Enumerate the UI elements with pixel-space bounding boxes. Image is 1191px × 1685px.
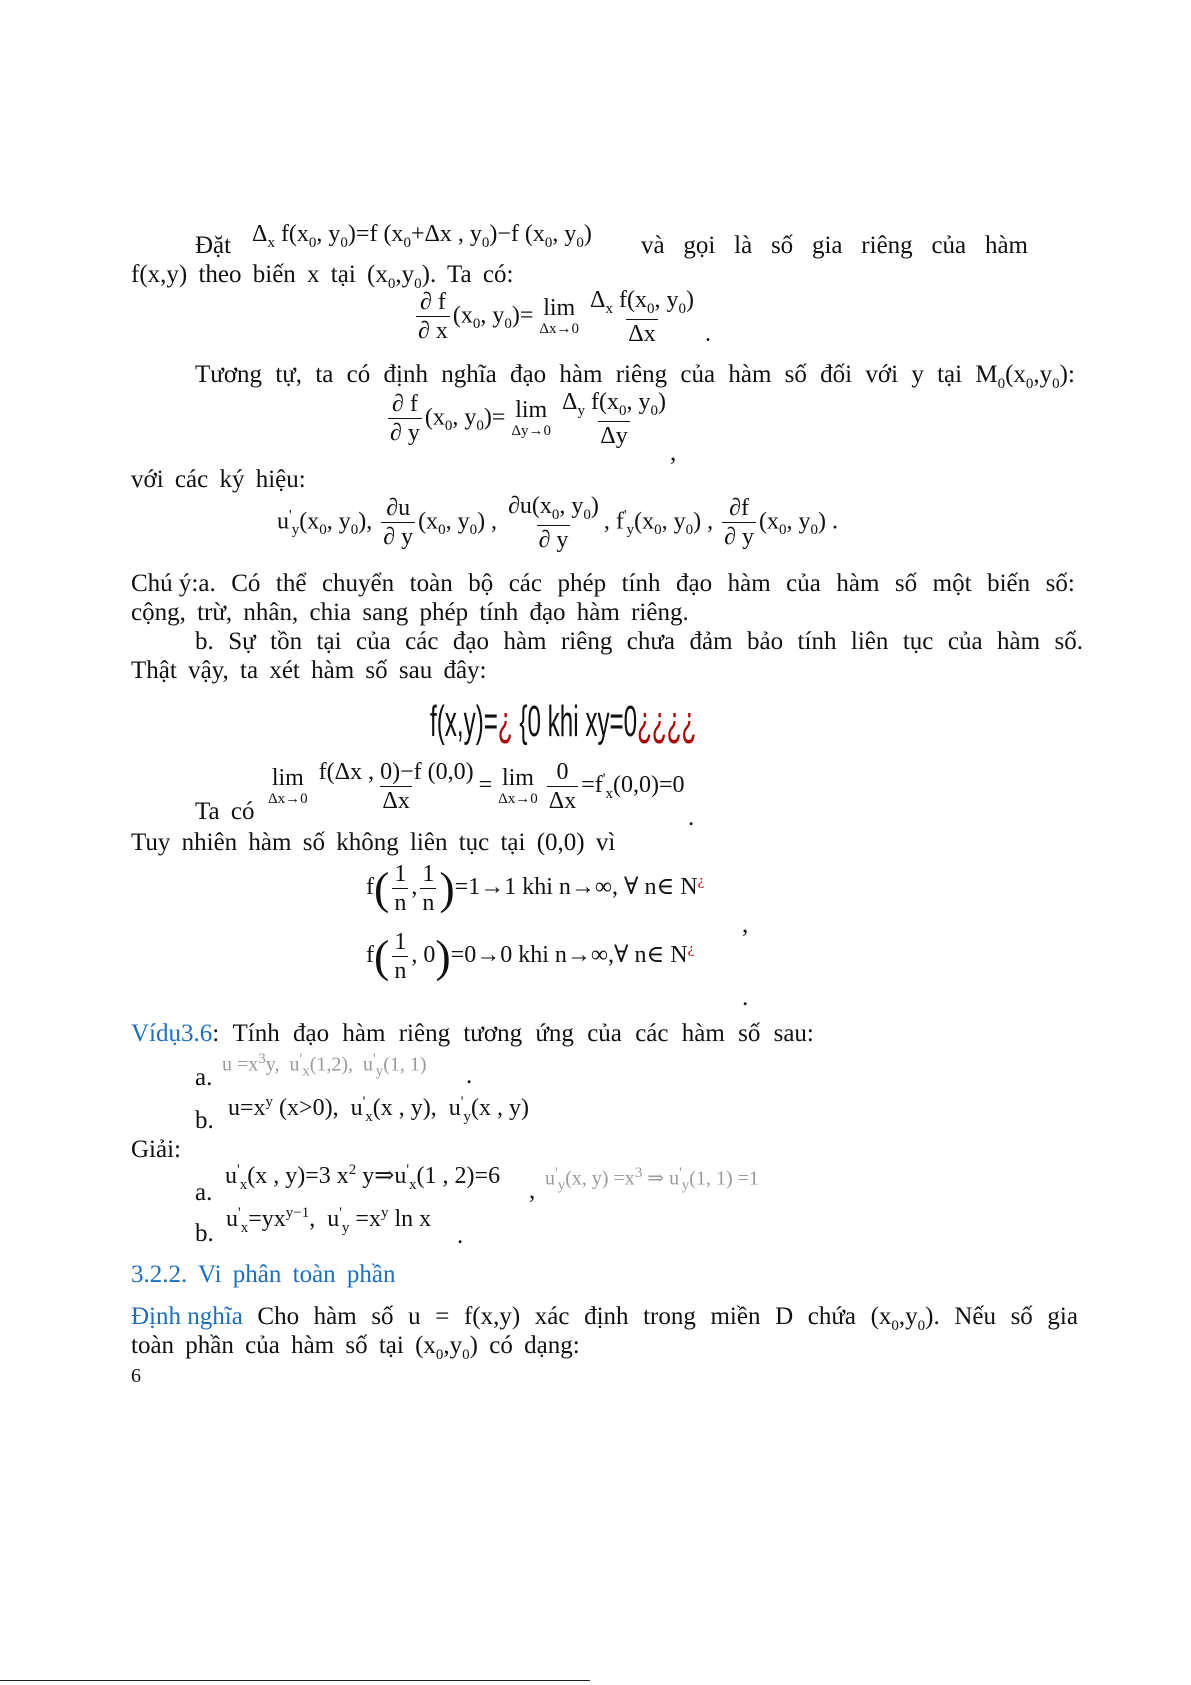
eq5-dot: . (742, 984, 749, 1011)
example-b: $u=x^y$ (x>0), $u'_x(x$ , y), $u'_y(x$ , y) (228, 1094, 529, 1125)
solution-b: $u'_x=yx^{y-1}$, $u'_y =x^y$ ln x (226, 1205, 432, 1236)
line5: Tuy nhiên hàm số không liên tục tại (0,0) vì (131, 829, 616, 856)
eq2-fraction: $\frac{\Delta_y f(x_0, y_0)}{\Delta y}$ (562, 389, 666, 449)
definition-line2: toàn phần của hàm số tại $(x_0,y_0)$ có dạng: (131, 1332, 580, 1363)
big-func-left: f(x,y)= (430, 697, 498, 746)
solution-a-part2: $u'_y(x$, $y) =x^3$ ⇒ $u'_y(1$, 1) =1 (545, 1165, 759, 1194)
equation-partial-y: $\frac{\partial f}{\partial y}$ ($x_0$, $y_0)=$ lim Δy→0 $\frac{\Delta_y f(x_0, y_0)}{\Delta y}$ (390, 389, 666, 449)
solution-a-comma: , (529, 1177, 536, 1204)
line1-lead: Đặt (195, 232, 232, 259)
equation-sequence-1: f( $\frac{1}{n}$ , $\frac{1}{n}$ )=1→1 khi n→∞, ∀ n∈ N¿ (366, 861, 705, 916)
big-func-red1: ¿ (497, 697, 513, 746)
line1-formula: $\Delta_x$ $f(x_0$, $y_0)=f$ ($x_0+\Delta x$ , $y_0)-f$ ($x_0$, $y_0$) (252, 221, 592, 251)
note-a-line1: Chú ý:a. Có thể chuyển toàn bộ các phép tính đạo hàm của hàm số một biến số: (131, 570, 1075, 597)
equation-partial-x: $\frac{\partial f}{\partial x}$ ($x_0$, $y_0)=$ lim Δx→0 $\frac{\Delta_x f(x_0, y_0)}{\Delta x}$ . (418, 287, 711, 347)
lim-dy: lim Δy→0 (511, 397, 552, 440)
solution-a-part1: $u'_x(x$ , y)=3 $x^2$ $y\Rightarrow u'_x(1$ , 2)=6 (225, 1162, 501, 1193)
big-func-mid: {0 khi xy=0 (519, 697, 638, 746)
solution-b-dot: . (457, 1222, 464, 1249)
page-number: 6 (131, 1365, 141, 1387)
piecewise-function (430, 697, 697, 746)
solution-heading: Giải: (131, 1136, 181, 1163)
section-heading: 3.2.2. Vi phân toàn phần (131, 1261, 396, 1288)
example-a-dot: . (466, 1062, 473, 1089)
example-a: $u =x^3y$, $u'_x(1,2)$, $u'_y(1$, 1) (222, 1051, 427, 1080)
note-a-line2: cộng, trừ, nhân, chia sang phép tính đạo hàm riêng. (131, 599, 689, 626)
line3: Tương tự, ta có định nghĩa đạo hàm riêng của hàm số đối với y tại $M_0(x_0,y_0)$: (195, 361, 1075, 392)
solution-a-label: a. (195, 1179, 213, 1206)
line2: f(x,y) theo biến x tại $(x_0,y_0)$. Ta có: (131, 261, 514, 292)
eq3-dot: . (688, 804, 695, 831)
example-label: Vídụ3.6 (131, 1020, 213, 1047)
example-heading: Vídụ3.6: Tính đạo hàm riêng tương ứng của các hàm số sau: (131, 1020, 814, 1047)
example-a-label: a. (195, 1064, 213, 1091)
equation-sequence-2: f( $\frac{1}{n}$ , 0)=0→0 khi n→∞,∀ n∈ N¿ (366, 929, 695, 984)
definition-label: Định nghĩa (131, 1303, 243, 1330)
big-func-red2: ¿¿¿¿ (637, 697, 697, 746)
line1-tail: và gọi là số gia riêng của hàm (641, 232, 1028, 259)
note-b-line2: Thật vậy, ta xét hàm số sau đây: (131, 657, 487, 684)
lim-dx: lim Δx→0 (539, 295, 580, 338)
line4: với các ký hiệu: (131, 466, 306, 493)
equation-limit-fx: lim Δx→0 $\frac{f(\Delta x , 0)-f (0,0)}{\Delta x}$ = lim Δx→0 $\frac{0}{\Delta x}$ $=f'_x(0,0)=0$ (268, 759, 685, 814)
ta-co: Ta có (195, 798, 255, 825)
eq4-comma: , (742, 911, 749, 938)
solution-b-label: b. (195, 1220, 214, 1247)
dfdx-fraction: $\frac{\partial f}{\partial x}$ (418, 289, 448, 345)
eq1-fraction: $\frac{\Delta_x f(x_0, y_0)}{\Delta x}$ (590, 287, 694, 347)
eq2-comma: , (670, 439, 677, 466)
definition-line1: Định nghĩa Cho hàm số u = f(x,y) xác định trong miền D chứa $(x_0,y_0)$. Nếu số gia (131, 1303, 1078, 1334)
example-b-label: b. (195, 1107, 214, 1134)
footer-rule (0, 1680, 590, 1681)
dfdy-fraction: $\frac{\partial f}{\partial y}$ (390, 391, 420, 447)
note-b-line1: b. Sự tồn tại của các đạo hàm riêng chưa đảm bảo tính liên tục của hàm số. (195, 628, 1083, 655)
notation-list: $u'_y(x_0$, $y_0$), $\frac{\partial u}{\partial y}$ ($x_0$, $y_0$) , $\frac{\partial u(x_0, y_0)}{\partial y}$ , $f'_y(x_0$, $y_0$) , $\frac{\partial f}{\partial y}$ ($x_0$, $y_0$) . (277, 493, 838, 553)
